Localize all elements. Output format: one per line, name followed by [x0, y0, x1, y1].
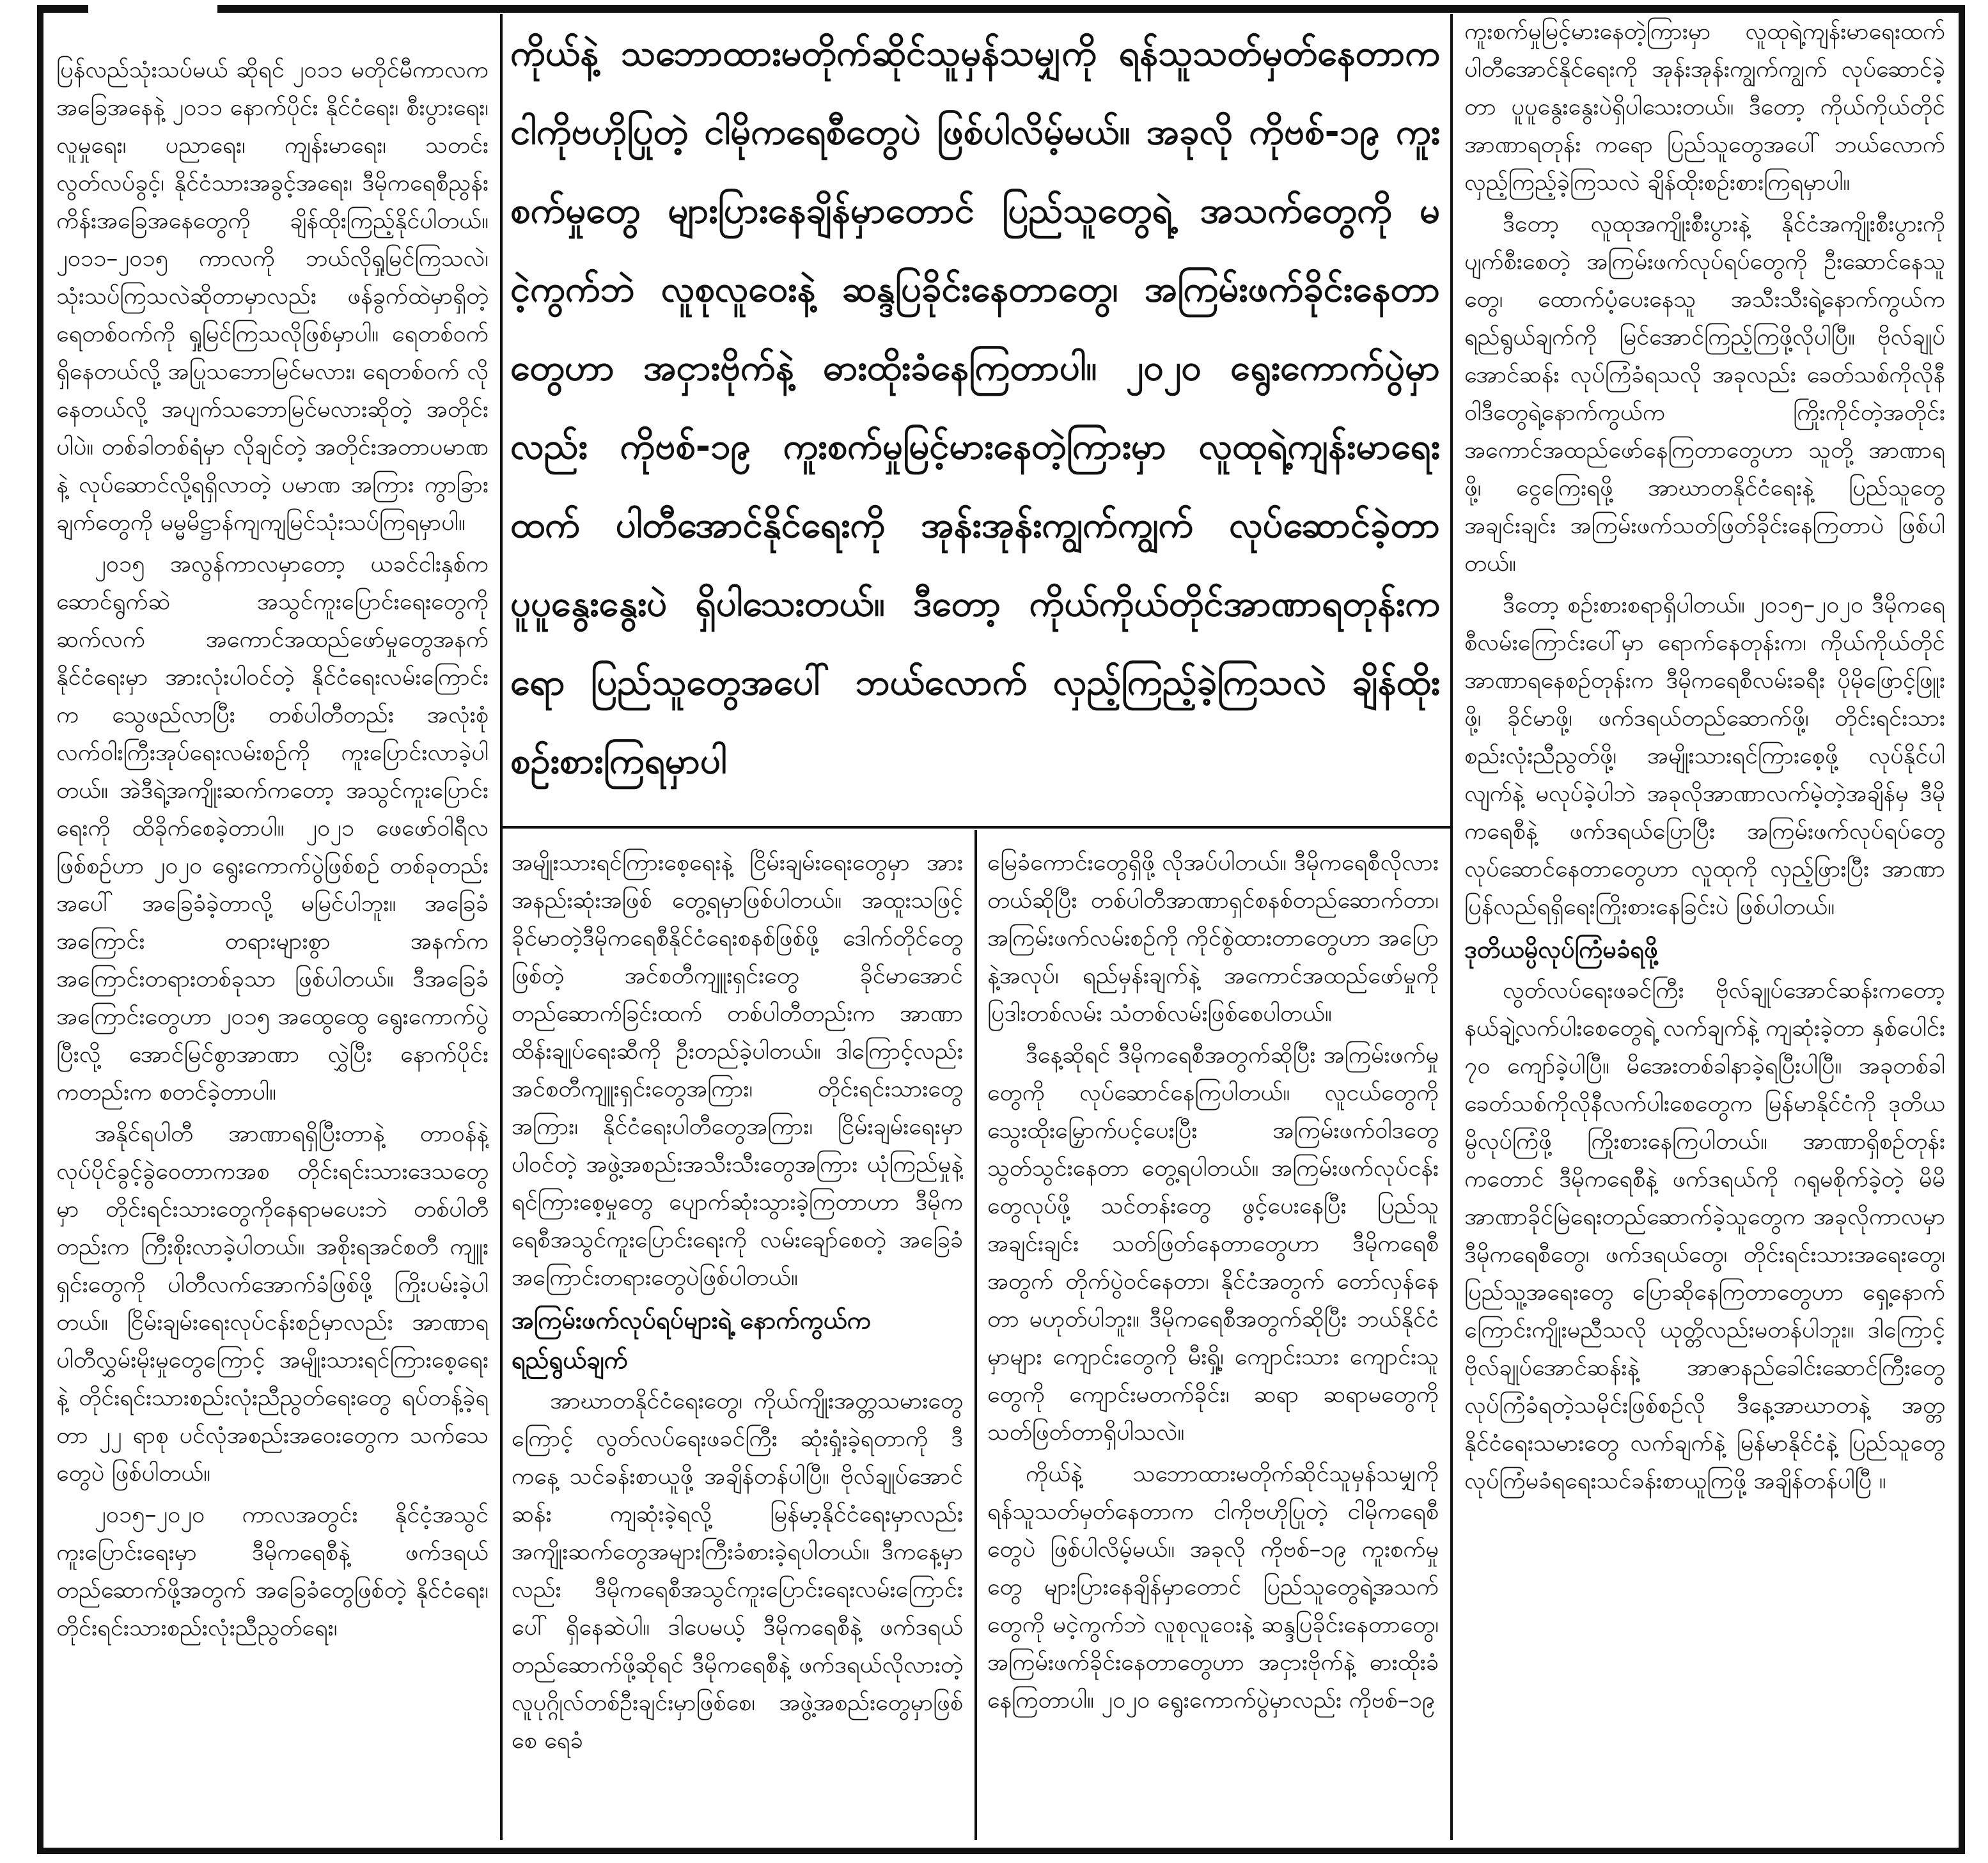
- paragraph: အာဃာတနိုင်ငံရေးတွေ၊ ကိုယ်ကျိုးအတ္တသမားတွေကြောင့် လွတ်လပ်ရေးဖခင်ကြီး ဆုံးရှုံးခဲ့ရတာကို ဒီကနေ့ သင်ခန်းစာယူဖို့ အချိန်တန်ပါပြီ။ ဗိုလ်ချုပ်အောင်ဆန်း ကျဆုံးခဲ့ရလို့ မြန်မာ့နိုင်ငံရေးမှာလည်း အကျိုးဆက်တွေအများကြီးခံစားခဲ့ရပါတယ်။ ဒီကနေ့မှာလည်း ဒီမိုကရေစီအသွင်ကူးပြောင်းရေးလမ်းကြောင်းပေါ် ရှိနေဆဲပါ။ ဒါပေမယ့် ဒီမိုကရေစီနဲ့ ဖက်ဒရယ်တည်ဆောက်ဖို့ဆိုရင် ဒီမိုကရေစီနဲ့ ဖက်ဒရယ်လိုလားတဲ့ လူပုဂ္ဂိုလ်တစ်ဦးချင်းမှာဖြစ်စေ၊ အဖွဲ့အစည်းတွေမှာဖြစ်စေ ရေခံ: [512, 1388, 963, 1754]
- paragraph: လွတ်လပ်ရေးဖခင်ကြီး ဗိုလ်ချုပ်အောင်ဆန်းကတော့ နယ်ချဲ့လက်ပါးစေတွေရဲ့ လက်ချက်နဲ့ ကျဆုံးခဲ့တာ နှစ်ပေါင်း ၇၀ ကျော်ခဲ့ပါပြီ။ မိအေးတစ်ခါနာခဲ့ရပြီးပါပြီ။ အခုတစ်ခါ ခေတ်သစ်ကိုလိုနီလက်ပါးစေတွေက မြန်မာနိုင်ငံကို ဒုတိယမ္ပိလုပ်ကြံဖို့ ကြိုးစားနေကြပါတယ်။ အာဏာရှိစဉ်တုန်းကတောင် ဒီမိုကရေစီနဲ့ ဖက်ဒရယ်ကို ဂရုမစိုက်ခဲ့တဲ့ မိမိအာဏာခိုင်မြဲရေးတည်ဆောက်ခဲ့သူတွေက အခုလိုကာလမှာ ဒီမိုကရေစီတွေ၊ ဖက်ဒရယ်တွေ၊ တိုင်းရင်းသားအရေးတွေ၊ ပြည်သူ့အရေးတွေ ပြောဆိုနေကြတာတွေဟာ ရှေ့နောက်ကြောင်းကျိုးမညီသလို ယုတ္တိလည်းမတန်ပါဘူး။ ဒါကြောင့် ဗိုလ်ချုပ်အောင်ဆန်းနဲ့ အာဇာနည်ခေါင်းဆောင်ကြီးတွေ လုပ်ကြံခံရတဲ့သမိုင်းဖြစ်စဉ်လို ဒီနေ့အာဃာတနဲ့ အတ္တနိုင်ငံရေးသမားတွေ လက်ချက်နဲ့ မြန်မာနိုင်ငံနဲ့ ပြည်သူတွေ လုပ်ကြံမခံရရေးသင်ခန်းစာယူကြဖို့ အချိန်တန်ပါပြီ ။: [1464, 978, 1945, 1494]
- article-column-4: [1464, 13, 1945, 1841]
- paragraph: ဒီတော့ လူထုအကျိုးစီးပွားနဲ့ နိုင်ငံအကျိုးစီးပွားကို ပျက်စီးစေတဲ့ အကြမ်းဖက်လုပ်ရပ်တွေကို ဦးဆောင်နေသူတွေ၊ ထောက်ပံ့ပေးနေသူ အသီးသီးရဲ့နောက်ကွယ်က ရည်ရွယ်ချက်ကို မြင်အောင်ကြည့်ကြဖို့လိုပါပြီ။ ဗိုလ်ချုပ်အောင်ဆန်း လုပ်ကြံခံရသလို အခုလည်း ခေတ်သစ်ကိုလိုနီ ဝါဒီတွေရဲ့နောက်ကွယ်က ကြိုးကိုင်တဲ့အတိုင်း အကောင်အထည်ဖော်နေကြတာတွေဟာ သူတို့ အာဏာရဖို့၊ ငွေကြေးရဖို့ အာဃာတနိုင်ငံရေးနဲ့ ပြည်သူတွေအချင်းချင်း အကြမ်းဖက်သတ်ဖြတ်ခိုင်းနေကြတာပဲ ဖြစ်ပါတယ်။: [1464, 211, 1945, 577]
- article-column-2: [512, 844, 963, 1841]
- pull-quote: [510, 14, 1440, 820]
- frame-top: [217, 5, 1965, 13]
- paragraph: ပြန်လည်သုံးသပ်မယ် ဆိုရင် ၂၀၁၁ မတိုင်မီကာလက အခြေအနေနဲ့ ၂၀၁၁ နောက်ပိုင်း နိုင်ငံရေး၊ စီးပွားရေး၊ လူမှုရေး၊ ပညာရေး၊ ကျန်းမာရေး၊ သတင်းလွတ်လပ်ခွင့်၊ နိုင်ငံသားအခွင့်အရေး၊ ဒီမိုကရေစီညွန်းကိန်းအခြေအနေတွေကို ချိန်ထိုးကြည့်နိုင်ပါတယ်။ ၂၀၁၁–၂၀၁၅ ကာလကို ဘယ်လိုရှုမြင်ကြသလဲ၊ သုံးသပ်ကြသလဲဆိုတာမှာလည်း ဖန်ခွက်ထဲမှာရှိတဲ့ ရေတစ်ဝက်ကို ရှုမြင်ကြသလိုဖြစ်မှာပါ။ ရေတစ်ဝက် ရှိနေတယ်လို့ အပြုသဘောမြင်မလား၊ ရေတစ်ဝက် လိုနေတယ်လို့ အပျက်သဘောမြင်မလားဆိုတဲ့ အတိုင်းပါပဲ။ တစ်ခါတစ်ရံမှာ လိုချင်တဲ့ အတိုင်းအတာပမာဏနဲ့ လုပ်ဆောင်လို့ရရှိလာတဲ့ ပမာဏ အကြား ကွာခြားချက်တွေကို မမ္မမိဋ္ဌာန်ကျကျမြင်သုံးသပ်ကြရမှာပါ။: [56, 57, 489, 536]
- frame-right: [1959, 5, 1965, 1854]
- column-rule-1: [500, 14, 503, 1840]
- paragraph: ဒီနေ့ဆိုရင် ဒီမိုကရေစီအတွက်ဆိုပြီး အကြမ်းဖက်မှုတွေကို လုပ်ဆောင်နေကြပါတယ်။ လူငယ်တွေကို သွေးထိုးမြှောက်ပင့်ပေးပြီး အကြမ်းဖက်ဝါဒတွေ သွတ်သွင်းနေတာ တွေ့ရပါတယ်။ အကြမ်းဖက်လုပ်ငန်းတွေလုပ်ဖို့ သင်တန်းတွေ ဖွင့်ပေးနေပြီး ပြည်သူအချင်းချင်း သတ်ဖြတ်နေတာတွေဟာ ဒီမိုကရေစီအတွက် တိုက်ပွဲဝင်နေတာ၊ နိုင်ငံအတွက် တော်လှန်နေတာ မဟုတ်ပါဘူး။ ဒီမိုကရေစီအတွက်ဆိုပြီး ဘယ်နိုင်ငံမှာများ ကျောင်းတွေကို မီးရှို့၊ ကျောင်းသား ကျောင်းသူတွေကို ကျောင်းမတက်ခိုင်း၊ ဆရာ ဆရာမတွေကို သတ်ဖြတ်တာရှိပါသလဲ။: [987, 1042, 1439, 1446]
- paragraph: ၂၀၁၅ အလွန်ကာလမှာတော့ ယခင်ငါးနှစ်ကဆောင်ရွက်ဆဲ အသွင်ကူးပြောင်းရေးတွေကို ဆက်လက် အကောင်အထည်ဖော်မှုတွေအနက် နိုင်ငံရေးမှာ အားလုံးပါဝင်တဲ့ နိုင်ငံရေးလမ်းကြောင်းက သွေဖည်လာပြီး တစ်ပါတီတည်း အလုံးစုံလက်ဝါးကြီးအုပ်ရေးလမ်းစဉ်ကို ကူးပြောင်းလာခဲ့ပါတယ်။ အဲဒီရဲ့အကျိုးဆက်ကတော့ အသွင်ကူးပြောင်းရေးကို ထိခိုက်စေခဲ့တာပါ။ ၂၀၂၁ ဖေဖော်ဝါရီလဖြစ်စဉ်ဟာ ၂၀၂၀ ရွေးကောက်ပွဲဖြစ်စဉ် တစ်ခုတည်းအပေါ် အခြေခံခဲ့တာလို့ မမြင်ပါဘူး။ အခြေခံအကြောင်း တရားများစွာ အနက်က အကြောင်းတရားတစ်ခုသာ ဖြစ်ပါတယ်။ ဒီအခြေခံအကြောင်းတွေဟာ ၂၀၁၅ အထွေထွေ ရွေးကောက်ပွဲပြီးလို့ အောင်မြင်စွာအာဏာ လွှဲပြီး နောက်ပိုင်းကတည်းက စတင်ခဲ့တာပါ။: [56, 551, 489, 1105]
- headline-underline: [500, 826, 1453, 829]
- paragraph: ဒီတော့ စဉ်းစားစရာရှိပါတယ်။ ၂၀၁၅–၂၀၂၀ ဒီမိုကရေစီလမ်းကြောင်းပေါ်မှာ ရောက်နေတုန်းက၊ ကိုယ်ကိုယ်တိုင် အာဏာရနေစဉ်တုန်းက ဒီမိုကရေစီလမ်းခရီး ပိုမိုဖြောင့်ဖြူးဖို့၊ ခိုင်မာဖို့၊ ဖက်ဒရယ်တည်ဆောက်ဖို့၊ တိုင်းရင်းသားစည်းလုံးညီညွတ်ဖို့၊ အမျိုးသားရင်ကြားစေ့ဖို့ လုပ်နိုင်ပါလျက်နဲ့ မလုပ်ခဲ့ပါဘဲ အခုလိုအာဏာလက်မဲ့တဲ့အချိန်မှ ဒီမိုကရေစီနဲ့ ဖက်ဒရယ်ပြောပြီး အကြမ်းဖက်လုပ်ရပ်တွေ လုပ်ဆောင်နေတာတွေဟာ လူထုကို လှည့်ဖြားပြီး အာဏာပြန်လည်ရရှိရေးကြိုးစားနေခြင်းပဲ ဖြစ်ပါတယ်။: [1464, 592, 1945, 920]
- pull-quote-text: ကိုယ်နဲ့ သဘောထားမတိုက်ဆိုင်သူမှန်သမျှကို ရန်သူသတ်မှတ်နေတာက ငါကိုဗဟိုပြုတဲ့ ငါမိုကရေစီတွေပဲ ဖြစ်ပါလိမ့်မယ်။ အခုလို ကိုဗစ်-၁၉ ကူးစက်မှုတွေ များပြားနေချိန်မှာတောင် ပြည်သူတွေရဲ့ အသက်တွေကို မငဲ့ကွက်ဘဲ လူစုလူဝေးနဲ့ ဆန္ဒပြခိုင်းနေတာတွေ၊ အကြမ်းဖက်ခိုင်းနေတာတွေဟာ အငှားဗိုက်နဲ့ ဓားထိုးခံနေကြတာပါ။ ၂၀၂၀ ရွေးကောက်ပွဲမှာလည်း ကိုဗစ်-၁၉ ကူးစက်မှုမြင့်မားနေတဲ့ကြားမှာ လူထုရဲ့ကျန်းမာရေးထက် ပါတီအောင်နိုင်ရေးကို အုန်းအုန်းကျွက်ကျွက် လုပ်ဆောင်ခဲ့တာ ပူပူနွေးနွေးပဲ ရှိပါသေးတယ်။ ဒီတော့ ကိုယ်ကိုယ်တိုင်အာဏာရတုန်းကရော ပြည်သူတွေအပေါ် ဘယ်လောက် လှည့်ကြည့်ခဲ့ကြသလဲ ချိန်ထိုးစဉ်းစားကြရမှာပါ: [510, 33, 1440, 782]
- paragraph: အနိုင်ရပါတီ အာဏာရရှိပြီးတာနဲ့ တာဝန်နဲ့ လုပ်ပိုင်ခွင့်ခွဲဝေတာကအစ တိုင်းရင်းသားဒေသတွေမှာ တိုင်းရင်းသားတွေကိုနေရာမပေးဘဲ တစ်ပါတီတည်းက ကြီးစိုးလာခဲ့ပါတယ်။ အစိုးရအင်စတီ ကျူးရှင်းတွေကို ပါတီလက်အောက်ခံဖြစ်ဖို့ ကြိုးပမ်းခဲ့ပါတယ်။ ငြိမ်းချမ်းရေးလုပ်ငန်းစဉ်မှာလည်း အာဏာရပါတီလွှမ်းမိုးမှုတွေကြောင့် အမျိုးသားရင်ကြားစေ့ရေးနဲ့ တိုင်းရင်းသားစည်းလုံးညီညွတ်ရေးတွေ ရပ်တန့်ခဲ့ရတာ ၂၂ ရာစု ပင်လုံအစည်းအဝေးတွေက သက်သေတွေပဲ ဖြစ်ပါတယ်။: [56, 1121, 489, 1486]
- article-column-3: [987, 844, 1439, 1841]
- paragraph: ကိုယ်နဲ့ သဘောထားမတိုက်ဆိုင်သူမှန်သမျှကို ရန်သူသတ်မှတ်နေတာက ငါကိုဗဟိုပြုတဲ့ ငါမိုကရေစီတွေပဲ ဖြစ်ပါလိမ့်မယ်။ အခုလို ကိုဗစ်–၁၉ ကူးစက်မှုတွေ များပြားနေချိန်မှာတောင် ပြည်သူတွေရဲ့အသက်တွေကို မငဲ့ကွက်ဘဲ လူစုလူဝေးနဲ့ ဆန္ဒပြခိုင်းနေတာတွေ၊ အကြမ်းဖက်ခိုင်းနေတာတွေဟာ အငှားဗိုက်နဲ့ ဓားထိုးခံနေကြတာပါ။ ၂၀၂၀ ရွေးကောက်ပွဲမှာလည်း ကိုဗစ်–၁၉: [987, 1461, 1439, 1713]
- paragraph: အမျိုးသားရင်ကြားစေ့ရေးနဲ့ ငြိမ်းချမ်းရေးတွေမှာ အားအနည်းဆုံးအဖြစ် တွေ့ရမှာဖြစ်ပါတယ်။ အထူးသဖြင့် ခိုင်မာတဲ့ဒီမိုကရေစီနိုင်ငံရေးစနစ်ဖြစ်ဖို့ ဒေါက်တိုင်တွေဖြစ်တဲ့ အင်စတီကျူးရှင်းတွေ ခိုင်မာအောင် တည်ဆောက်ခြင်းထက် တစ်ပါတီတည်းက အာဏာထိန်းချုပ်ရေးဆီကို ဦးတည်ခဲ့ပါတယ်။ ဒါကြောင့်လည်း အင်စတီကျူးရှင်းတွေအကြား၊ တိုင်းရင်းသားတွေအကြား၊ နိုင်ငံရေးပါတီတွေအကြား၊ ငြိမ်းချမ်းရေးမှာပါဝင်တဲ့ အဖွဲ့အစည်းအသီးသီးတွေအကြား ယုံကြည်မှုနဲ့ ရင်ကြားစေ့မှုတွေ ပျောက်ဆုံးသွားခဲ့ကြတာဟာ ဒီမိုကရေစီအသွင်ကူးပြောင်းရေးကို လမ်းချော်စေတဲ့ အခြေခံအကြောင်းတရားတွေပဲဖြစ်ပါတယ်။: [512, 850, 963, 1291]
- paragraph: မြေခံကောင်းတွေရှိဖို့ လိုအပ်ပါတယ်။ ဒီမိုကရေစီလိုလားတယ်ဆိုပြီး တစ်ပါတီအာဏာရှင်စနစ်တည်ဆောက်တာ၊ အကြမ်းဖက်လမ်းစဉ်ကို ကိုင်စွဲထားတာတွေဟာ အပြောနဲ့အလုပ်၊ ရည်မှန်းချက်နဲ့ အကောင်အထည်ဖော်မှုကို ပြဒါးတစ်လမ်း သံတစ်လမ်းဖြစ်စေပါတယ်။: [987, 850, 1439, 1027]
- article-column-1: [56, 51, 489, 1841]
- section-heading: ဒုတိယမ္ပိလုပ်ကြံမခံရဖို့: [1464, 935, 1658, 963]
- column-rule-2: [974, 830, 977, 1840]
- section-heading: အကြမ်းဖက်လုပ်ရပ်များရဲ့ နောက်ကွယ်က ရည်ရွယ်ချက်: [512, 1306, 871, 1374]
- frame-left: [37, 5, 43, 1854]
- column-rule-3: [1450, 14, 1453, 1840]
- frame-bottom: [37, 1848, 1965, 1854]
- paragraph: ကူးစက်မှုမြင့်မားနေတဲ့ကြားမှာ လူထုရဲ့ကျန်းမာရေးထက် ပါတီအောင်နိုင်ရေးကို အုန်းအုန်းကျွက်ကျွက် လုပ်ဆောင်ခဲ့တာ ပူပူနွေးနွေးပဲရှိပါသေးတယ်။ ဒီတော့ ကိုယ်ကိုယ်တိုင် အာဏာရတုန်း ကရော ပြည်သူတွေအပေါ် ဘယ်လောက်လှည့်ကြည့်ခဲ့ကြသလဲ ချိန်ထိုးစဉ်းစားကြရမှာပါ။: [1464, 19, 1945, 196]
- frame-top-left: [37, 5, 88, 13]
- paragraph: ၂၀၁၅–၂၀၂၀ ကာလအတွင်း နိုင်ငံ့အသွင်ကူးပြောင်းရေးမှာ ဒီမိုကရေစီနဲ့ ဖက်ဒရယ်တည်ဆောက်ဖို့အတွက် အခြေခံတွေဖြစ်တဲ့ နိုင်ငံရေး၊ တိုင်းရင်းသားစည်းလုံးညီညွတ်ရေး၊: [56, 1502, 489, 1641]
